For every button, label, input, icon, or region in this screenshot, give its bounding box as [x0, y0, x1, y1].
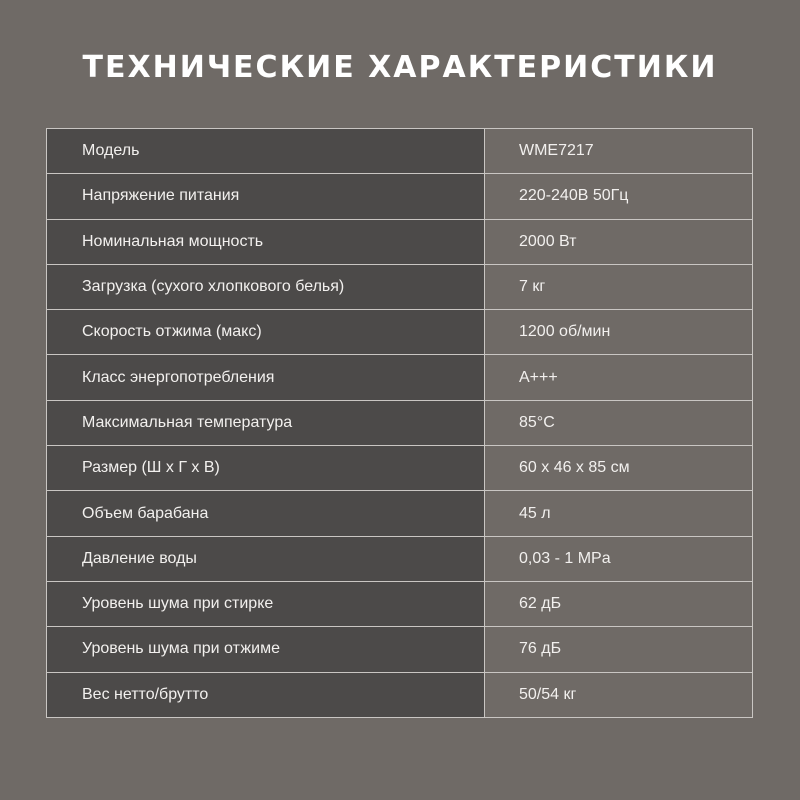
- param-label: Класс энергопотребления: [47, 355, 485, 400]
- param-label: Номинальная мощность: [47, 219, 485, 264]
- table-row: [47, 129, 753, 174]
- table-row: [47, 446, 753, 491]
- page-title: ТЕХНИЧЕСКИЕ ХАРАКТЕРИСТИКИ: [82, 50, 718, 85]
- param-value: 60 х 46 х 85 см: [485, 446, 753, 491]
- param-value: 2000 Вт: [485, 219, 753, 264]
- table-row: [47, 310, 753, 355]
- param-label: Уровень шума при стирке: [47, 581, 485, 626]
- table-row: [47, 536, 753, 581]
- param-value: 0,03 - 1 MPa: [485, 536, 753, 581]
- table-row: [47, 355, 753, 400]
- param-label: Давление воды: [47, 536, 485, 581]
- table-row: [47, 581, 753, 626]
- param-value: 220-240В 50Гц: [485, 174, 753, 219]
- param-value: 50/54 кг: [485, 672, 753, 717]
- param-value: 62 дБ: [485, 581, 753, 626]
- table-row: [47, 491, 753, 536]
- param-value: 1200 об/мин: [485, 310, 753, 355]
- param-value: 85°C: [485, 400, 753, 445]
- table-row: [47, 219, 753, 264]
- table-row: [47, 174, 753, 219]
- param-value: 7 кг: [485, 264, 753, 309]
- param-label: Уровень шума при отжиме: [47, 627, 485, 672]
- param-value: WME7217: [485, 129, 753, 174]
- param-value: 45 л: [485, 491, 753, 536]
- param-label: Загрузка (сухого хлопкового белья): [47, 264, 485, 309]
- table-row: [47, 400, 753, 445]
- param-value: A+++: [485, 355, 753, 400]
- param-label: Максимальная температура: [47, 400, 485, 445]
- specifications-body: [47, 129, 753, 718]
- param-value: 76 дБ: [485, 627, 753, 672]
- param-label: Объем барабана: [47, 491, 485, 536]
- param-label: Модель: [47, 129, 485, 174]
- table-row: [47, 672, 753, 717]
- param-label: Вес нетто/брутто: [47, 672, 485, 717]
- param-label: Размер (Ш х Г х В): [47, 446, 485, 491]
- table-row: [47, 627, 753, 672]
- table-row: [47, 264, 753, 309]
- param-label: Скорость отжима (макс): [47, 310, 485, 355]
- param-label: Напряжение питания: [47, 174, 485, 219]
- specifications-table: [46, 128, 753, 718]
